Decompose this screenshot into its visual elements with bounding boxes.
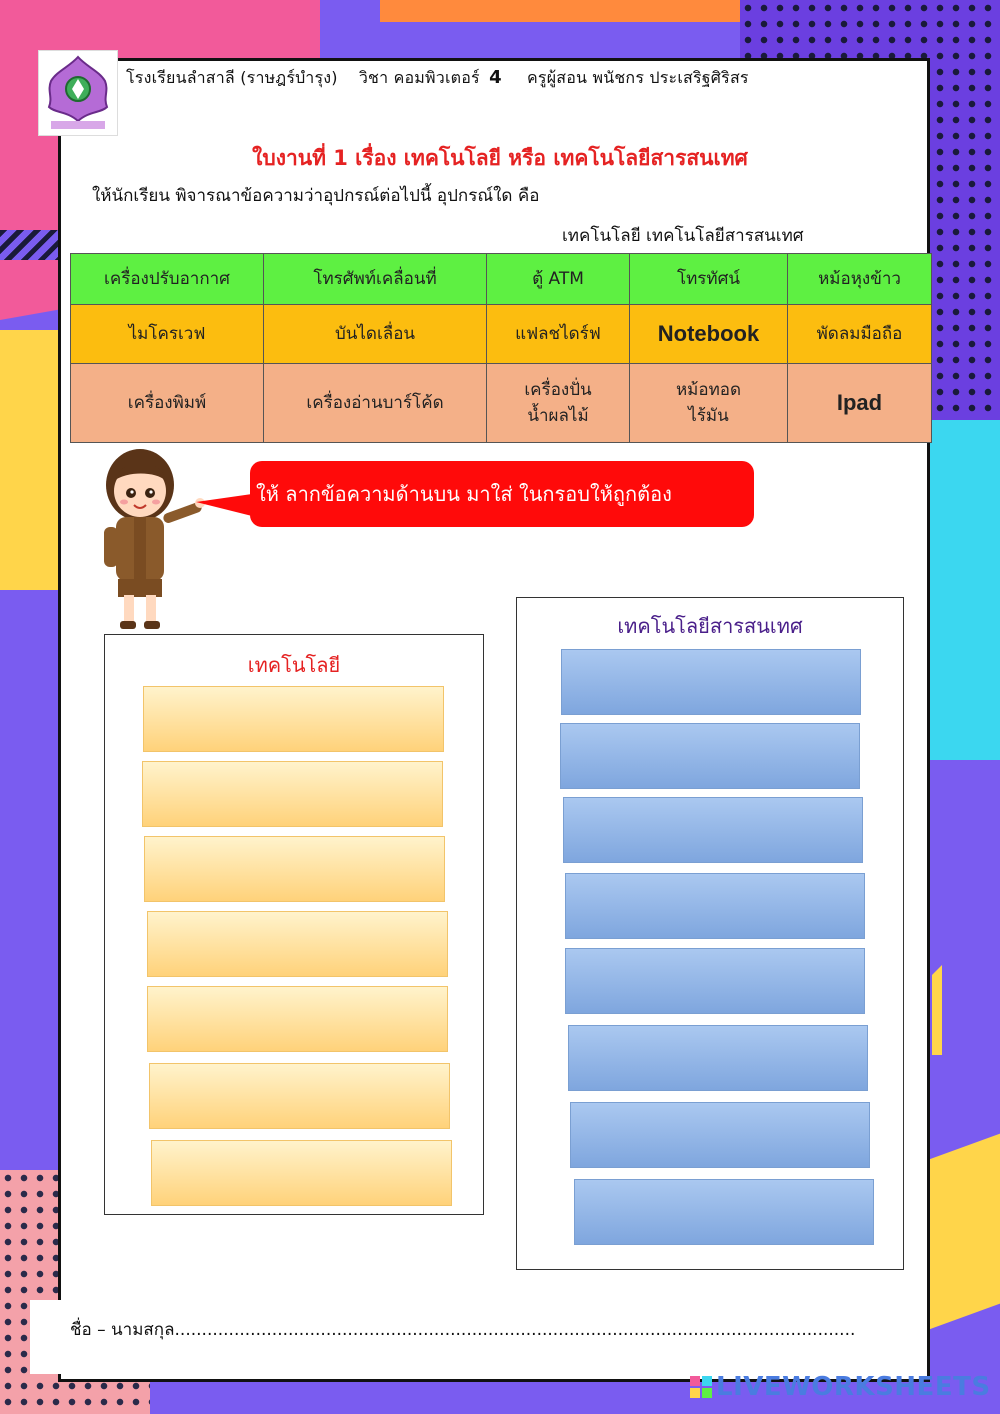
word-card[interactable]: แฟลชไดร์ฟ	[487, 305, 630, 364]
it-title: เทคโนโลยีสารสนเทศ	[617, 614, 803, 638]
technology-drop-slot[interactable]	[144, 836, 445, 902]
it-drop-slot[interactable]	[568, 1025, 868, 1091]
word-card[interactable]: โทรทัศน์	[630, 254, 788, 305]
word-card[interactable]: หม้อทอด ไร้มัน	[630, 364, 788, 443]
word-card[interactable]: Ipad	[788, 364, 932, 443]
school-name: โรงเรียนลำสาลี (ราษฎร์บำรุง)	[126, 68, 338, 87]
student-name-line: ชื่อ – นามสกุล..............................................................................................................................	[70, 1320, 856, 1340]
word-card[interactable]: เครื่องปรับอากาศ	[71, 254, 264, 305]
word-card[interactable]: หม้อหุงข้าว	[788, 254, 932, 305]
worksheet-title: ใบงานที่ 1 เรื่อง เทคโนโลยี หรือ เทคโนโลยีสารสนเทศ	[252, 146, 748, 170]
word-card[interactable]: บันไดเลื่อน	[264, 305, 487, 364]
instruction-categories: เทคโนโลยี เทคโนโลยีสารสนเทศ	[562, 226, 804, 246]
header-line	[126, 66, 749, 91]
it-drop-slot[interactable]	[565, 948, 865, 1014]
technology-drop-slot[interactable]	[147, 986, 448, 1052]
word-card[interactable]: เครื่องปั่น น้ำผลไม้	[487, 364, 630, 443]
speech-bubble	[250, 461, 754, 527]
word-row	[71, 364, 932, 443]
technology-drop-slot[interactable]	[142, 761, 443, 827]
word-card[interactable]: เครื่องพิมพ์	[71, 364, 264, 443]
liveworksheets-watermark	[690, 1372, 991, 1402]
word-row	[71, 254, 932, 305]
word-row	[71, 305, 932, 364]
technology-title: เทคโนโลยี	[247, 653, 341, 677]
technology-drop-slot[interactable]	[149, 1063, 450, 1129]
technology-drop-slot[interactable]	[147, 911, 448, 977]
teacher-name: ครูผู้สอน พนัชกร ประเสริฐศิริสร	[527, 68, 749, 87]
it-drop-slot[interactable]	[570, 1102, 870, 1168]
word-card[interactable]: ตู้ ATM	[487, 254, 630, 305]
it-drop-slot[interactable]	[560, 723, 860, 789]
teacher-illustration	[96, 445, 206, 635]
it-drop-slot[interactable]	[561, 649, 861, 715]
technology-drop-slot[interactable]	[151, 1140, 452, 1206]
it-drop-slot[interactable]	[574, 1179, 874, 1245]
word-card[interactable]: โทรศัพท์เคลื่อนที่	[264, 254, 487, 305]
liveworksheets-icon	[690, 1376, 712, 1398]
it-drop-slot[interactable]	[565, 873, 865, 939]
watermark-text: LIVEWORKSHEETS	[716, 1372, 991, 1402]
technology-drop-slot[interactable]	[143, 686, 444, 752]
it-drop-slot[interactable]	[563, 797, 863, 863]
word-card[interactable]: เครื่องอ่านบาร์โค้ด	[264, 364, 487, 443]
grade-number: 4	[489, 67, 502, 88]
subject-label: วิชา คอมพิวเตอร์	[358, 68, 480, 87]
speech-bubble-tail	[196, 494, 252, 516]
school-logo	[38, 50, 118, 136]
instruction-text: ให้นักเรียน พิจารณาข้อความว่าอุปกรณ์ต่อไปนี้ อุปกรณ์ใด คือ	[92, 186, 540, 206]
word-card[interactable]: พัดลมมือถือ	[788, 305, 932, 364]
word-card[interactable]: Notebook	[630, 305, 788, 364]
word-card[interactable]: ไมโครเวฟ	[71, 305, 264, 364]
speech-bubble-text: ให้ ลากข้อความด้านบน มาใส่ ในกรอบให้ถูกต้อง	[256, 482, 672, 506]
word-bank-table	[70, 253, 932, 443]
